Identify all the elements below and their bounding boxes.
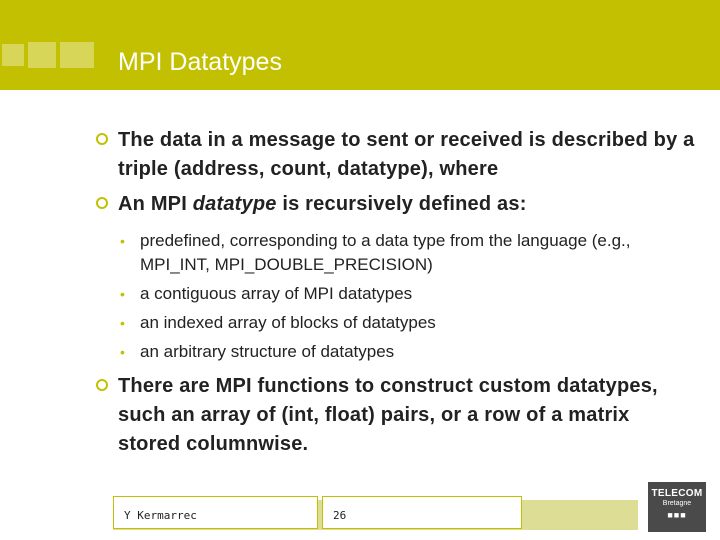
- bullet-2-text-italic: datatype: [192, 193, 277, 215]
- bullet-2-text-after: is recursively defined as:: [276, 193, 527, 215]
- sub-bullet-3: [96, 311, 696, 335]
- sub-bullet-4: [96, 340, 696, 364]
- logo-glyph-mark: ■■■: [667, 510, 687, 520]
- sub-bullet-1-text: predefined, corresponding to a data type from the language (e.g., MPI_INT, MPI_DOUBLE_PRECISION): [140, 231, 631, 274]
- slide-title: MPI Datatypes: [118, 48, 282, 76]
- sub-bullet-1: [96, 229, 696, 277]
- dot-bullet-icon: •: [120, 315, 125, 331]
- ring-bullet-icon: [96, 133, 108, 145]
- institution-logo-watermark: [0, 38, 98, 72]
- telecom-bretagne-logo: [648, 482, 706, 532]
- dot-bullet-icon: •: [120, 344, 125, 360]
- ring-bullet-icon: [96, 197, 108, 209]
- slide-header: [0, 0, 720, 90]
- sub-bullet-3-text: an indexed array of blocks of datatypes: [140, 313, 436, 332]
- slide-body: [96, 126, 696, 459]
- sub-bullet-2-text: a contiguous array of MPI datatypes: [140, 284, 413, 303]
- dot-bullet-icon: •: [120, 286, 125, 302]
- ring-bullet-icon: [96, 379, 108, 391]
- logo-line-2: Bretagne: [662, 500, 692, 507]
- sub-bullet-2: [96, 282, 696, 306]
- logo-line-1: TELECOM: [651, 488, 703, 499]
- footer-author: Y Kermarrec: [113, 496, 318, 529]
- footer-page-number: 26: [322, 496, 522, 529]
- bullet-2-text-before: An MPI: [118, 193, 193, 215]
- bullet-2: [96, 190, 696, 219]
- bullet-3-text: There are MPI functions to construct custom datatypes, such an array of (int, float) pairs, or a row of a matrix stored columnwise.: [118, 375, 658, 455]
- bullet-1-text: The data in a message to sent or received is described by a triple (address, count, datatype), where: [118, 129, 695, 180]
- bullet-3: [96, 372, 696, 459]
- sub-bullet-4-text: an arbitrary structure of datatypes: [140, 342, 395, 361]
- dot-bullet-icon: •: [120, 233, 125, 249]
- sub-bullet-list: [96, 229, 696, 364]
- bullet-1: [96, 126, 696, 184]
